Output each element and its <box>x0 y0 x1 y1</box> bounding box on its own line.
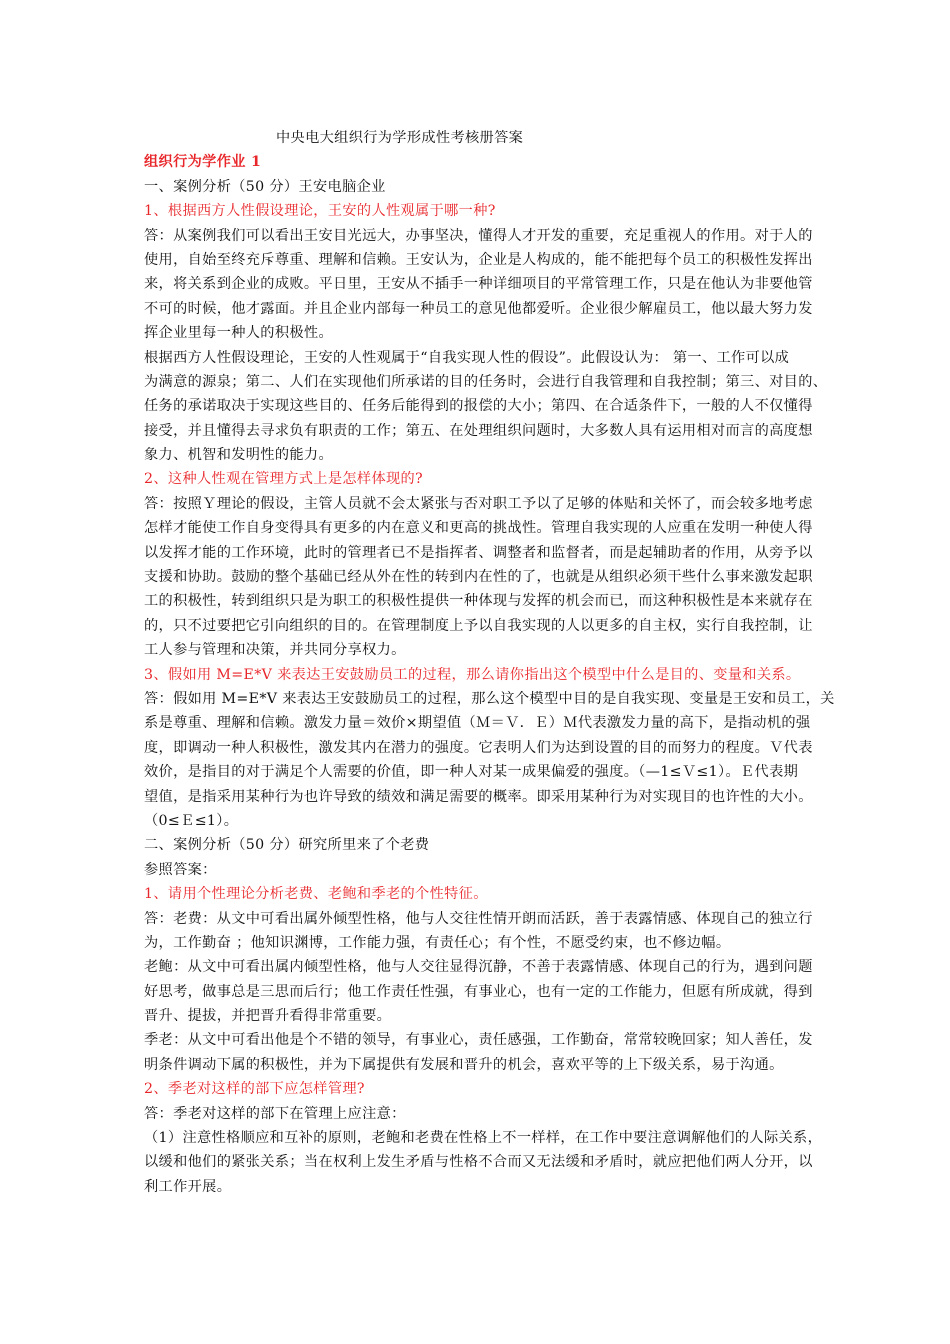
document-title: 中央电大组织行为学形成性考核册答案 <box>276 130 524 146</box>
text-line: 利工作开展。 <box>144 1178 232 1195</box>
text-line: 以缓和他们的紧张关系；当在权利上发生矛盾与性格不合而又无法缓和矛盾时，就应把他们两人分开，以 <box>144 1154 813 1171</box>
text-line: 接受，并且懂得去寻求负有职责的工作；第五、在处理组织问题时，大多数人具有运用相对而言的高度想 <box>144 422 813 439</box>
question-heading: 2、这种人性观在管理方式上是怎样体现的? <box>144 471 424 488</box>
text-line: 象力、机智和发明性的能力。 <box>144 447 333 464</box>
question-heading: 3、假如用 M=E*V 来表达王安鼓励员工的过程，那么请你指出这个模型中什么是目的、变量和关系。 <box>144 666 801 683</box>
text-line: 支援和协助。鼓励的整个基础已经从外在性的转到内在性的了，也就是从组织必须干些什么事来激发起职 <box>144 569 813 586</box>
document-lines <box>144 150 835 1199</box>
text-line: 为，工作勤奋 ；他知识渊博，工作能力强，有责任心；有个性，不愿受约束，也不修边幅。 <box>144 934 731 951</box>
text-line: 根据西方人性假设理论，王安的人性观属于“自我实现人性的假设”。此假设认为： 第一、工作可以成 <box>144 349 790 366</box>
text-line: 以发挥才能的工作环境，此时的管理者已不是指挥者、调整者和监督者，而是起辅助者的作用，从旁予以 <box>144 544 813 561</box>
document-body <box>144 126 835 1199</box>
text-line: 一、案例分析（50 分）王安电脑企业 <box>144 178 386 195</box>
text-line: 答：按照Ｙ理论的假设，主管人员就不会太紧张与否对职工予以了足够的体贴和关怀了，而会较多地考虑 <box>144 495 813 512</box>
text-line: 为满意的源泉；第二、人们在实现他们所承诺的目的任务时，会进行自我管理和自我控制；第三、对目的、 <box>144 373 828 390</box>
text-line: 系是尊重、理解和信赖。激发力量＝效价×期望值（Ｍ＝Ｖ．Ｅ）Ｍ代表激发力量的高下，是指动机的强 <box>144 715 811 732</box>
text-line: 季老：从文中可看出他是个不错的领导，有事业心，责任感强，工作勤奋，常常较晚回家；知人善任，发 <box>144 1032 813 1049</box>
text-line: 来，将关系到企业的成败。平日里，王安从不插手一种详细项目的平常管理工作，只是在他认为非要他管 <box>144 276 813 293</box>
text-line: 参照答案： <box>144 861 217 878</box>
text-line: 度，即调动一种人积极性，激发其内在潜力的强度。它表明人们为达到设置的目的而努力的程度。Ｖ代表 <box>144 739 813 756</box>
text-line: 答：假如用 M=E*V 来表达王安鼓励员工的过程，那么这个模型中目的是自我实现、变量是王安和员工，关 <box>144 690 835 707</box>
text-line: 不可的时候，他才露面。并且企业内部每一种员工的意见他都爱听。企业很少解雇员工，他以最大努力发 <box>144 300 813 317</box>
text-line: 好思考，做事总是三思而后行；他工作责任性强，有事业心，也有一定的工作能力，但愿有所成就，得到 <box>144 983 813 1000</box>
text-line: 怎样才能使工作自身变得具有更多的内在意义和更高的挑战性。管理自我实现的人应重在发明一种使人得 <box>144 520 813 537</box>
text-line: 工人参与管理和决策，并共同分享权力。 <box>144 642 406 659</box>
question-heading: 2、季老对这样的部下应怎样管理? <box>144 1081 365 1098</box>
text-line: 晋升、提拔，并把晋升看得非常重要。 <box>144 1008 392 1025</box>
text-line: 工的积极性，转到组织只是为职工的积极性提供一种体现与发挥的机会而已，而这种积极性是本来就存在 <box>144 593 813 610</box>
question-heading: 组织行为学作业 1 <box>144 154 262 171</box>
question-heading: 1、请用个性理论分析老费、老鲍和季老的个性特征。 <box>144 886 488 903</box>
text-line: 明条件调动下属的积极性，并为下属提供有发展和晋升的机会，喜欢平等的上下级关系，易于沟通。 <box>144 1056 784 1073</box>
text-line: 二、案例分析（50 分）研究所里来了个老费 <box>144 837 430 854</box>
text-line: 效价，是指目的对于满足个人需要的价值，即一种人对某一成果偏爱的强度。（—1≤Ｖ≤1）。Ｅ代表期 <box>144 764 799 781</box>
text-line: 任务的承诺取决于实现这些目的、任务后能得到的报偿的大小；第四、在合适条件下，一般的人不仅懂得 <box>144 398 813 415</box>
question-heading: 1、根据西方人性假设理论，王安的人性观属于哪一种? <box>144 203 496 220</box>
text-line: 答：季老对这样的部下在管理上应注意： <box>144 1105 406 1122</box>
text-line: 望值，是指采用某种行为也许导致的绩效和满足需要的概率。即采用某种行为对实现目的也许性的大小。 <box>144 788 813 805</box>
text-line: 答：从案例我们可以看出王安目光远大，办事坚决，懂得人才开发的重要，充足重视人的作用。对于人的 <box>144 227 813 244</box>
text-line: （1）注意性格顺应和互补的原则，老鲍和老费在性格上不一样样，在工作中要注意调解他们的人际关系， <box>144 1130 823 1147</box>
text-line: 的，只不过要把它引向组织的目的。在管理制度上予以自我实现的人以更多的自主权，实行自我控制，让 <box>144 617 813 634</box>
text-line: 老鲍：从文中可看出属内倾型性格，他与人交往显得沉静，不善于表露情感、体现自己的行为，遇到问题 <box>144 959 813 976</box>
text-line: 答：老费：从文中可看出属外倾型性格，他与人交往性情开朗而活跃，善于表露情感、体现自己的独立行 <box>144 910 813 927</box>
text-line: （0≤Ｅ≤1）。 <box>144 812 239 829</box>
text-line: 挥企业里每一种人的积极性。 <box>144 325 333 342</box>
text-line: 使用，自始至终充斥尊重、理解和信赖。王安认为，企业是人构成的，能不能把每个员工的积极性发挥出 <box>144 251 813 268</box>
